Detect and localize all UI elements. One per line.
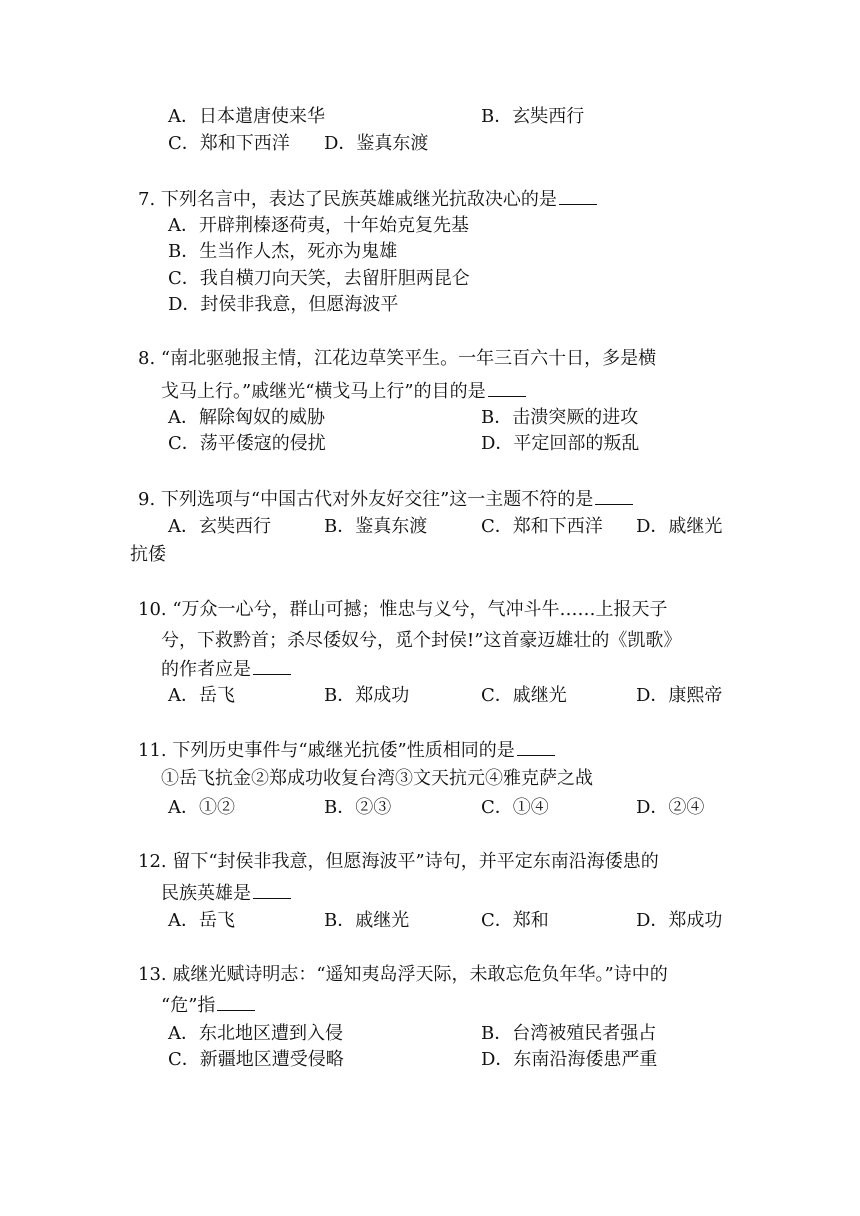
q10-option-d: D．康熙帝 [636, 685, 723, 706]
answer-blank [253, 656, 291, 675]
question-10-stem-line2: 兮，下救黔首；杀尽倭奴兮，觅个封侯!”这首豪迈雄壮的《凯歌》 [161, 630, 682, 651]
prev-option-c: C．郑和下西洋 [168, 133, 290, 154]
question-8-stem-line1: 8. “南北驱驰报主情，江花边草笑平生。一年三百六十日，多是横 [138, 348, 657, 369]
prev-option-d: D．鉴真东渡 [324, 133, 429, 154]
question-10-stem-line1: 10. “万众一心兮，群山可撼；惟忠与义兮，气冲斗牛……上报天子 [138, 599, 668, 620]
q7-option-c: C．我自横刀向天笑，去留肝胆两昆仑 [168, 268, 470, 289]
q10-option-c: C．戚继光 [481, 685, 567, 706]
question-11-stem: 11. 下列历史事件与“戚继光抗倭”性质相同的是 [138, 737, 555, 764]
question-8-stem-line2: 戈马上行。”戚继光“横戈马上行”的目的是 [161, 378, 526, 405]
q9-option-c: C．郑和下西洋 [481, 516, 603, 537]
q10-option-a: A．岳飞 [168, 685, 235, 706]
question-12-stem-line1: 12. 留下“封侯非我意，但愿海波平”诗句，并平定东南沿海倭患的 [138, 851, 659, 872]
q9-option-d-wrap: 抗倭 [130, 544, 166, 565]
q13-option-d: D．东南沿海倭患严重 [481, 1049, 658, 1070]
prev-option-a: A．日本遣唐使来华 [168, 106, 325, 127]
answer-blank [595, 486, 633, 505]
answer-blank [253, 880, 291, 899]
answer-blank [559, 186, 597, 205]
q9-option-b: B．鉴真东渡 [324, 516, 428, 537]
q13-option-c: C．新疆地区遭受侵略 [168, 1049, 344, 1070]
q7-option-d: D．封侯非我意，但愿海波平 [168, 294, 399, 315]
q10-option-b: B．郑成功 [324, 685, 410, 706]
q13-option-b: B．台湾被殖民者强占 [481, 1023, 657, 1044]
answer-blank [217, 992, 255, 1011]
q8-option-c: C．荡平倭寇的侵扰 [168, 433, 326, 454]
question-13-stem-line1: 13. 戚继光赋诗明志：“遥知夷岛浮天际，未敢忘危负年华。”诗中的 [138, 964, 668, 985]
question-7-stem: 7. 下列名言中，表达了民族英雄戚继光抗敌决心的是 [138, 186, 597, 213]
q12-option-a: A．岳飞 [168, 910, 235, 931]
q11-option-d: D．②④ [636, 797, 705, 818]
answer-blank [488, 378, 526, 397]
q13-option-a: A．东北地区遭到入侵 [168, 1023, 343, 1044]
prev-option-b: B．玄奘西行 [481, 106, 585, 127]
question-10-stem-line3: 的作者应是 [161, 656, 291, 683]
q9-option-d: D．戚继光 [636, 516, 723, 537]
question-11-items: ①岳飞抗金②郑成功收复台湾③文天抗元④雅克萨之战 [161, 768, 593, 789]
q9-option-a: A．玄奘西行 [168, 516, 271, 537]
question-12-stem-line2: 民族英雄是 [161, 880, 291, 907]
q8-option-d: D．平定回部的叛乱 [481, 433, 640, 454]
question-13-stem-line2: “危”指 [161, 992, 255, 1019]
q12-option-c: C．郑和 [481, 910, 549, 931]
answer-blank [517, 737, 555, 756]
q8-option-b: B．击溃突厥的进攻 [481, 407, 639, 428]
q12-option-d: D．郑成功 [636, 910, 723, 931]
q11-option-b: B．②③ [324, 797, 392, 818]
q7-option-b: B．生当作人杰，死亦为鬼雄 [168, 241, 398, 262]
q11-option-a: A．①② [168, 797, 235, 818]
question-9-stem: 9. 下列选项与“中国古代对外友好交往”这一主题不符的是 [138, 486, 633, 513]
q7-option-a: A．开辟荆榛逐荷夷，十年始克复先基 [168, 215, 469, 236]
q12-option-b: B．戚继光 [324, 910, 410, 931]
q8-option-a: A．解除匈奴的威胁 [168, 407, 325, 428]
q11-option-c: C．①④ [481, 797, 549, 818]
